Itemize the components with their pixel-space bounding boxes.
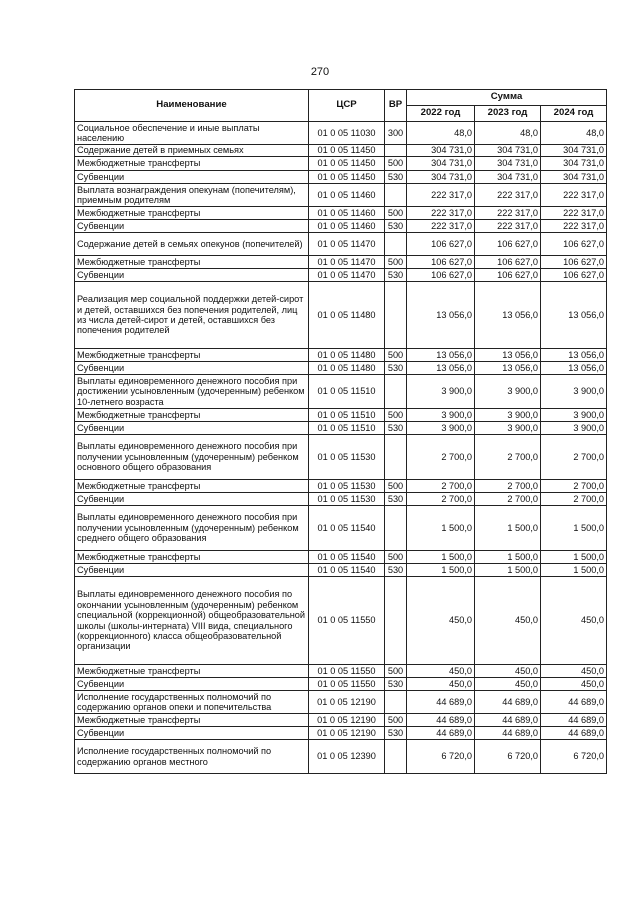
- row-name: Межбюджетные трансферты: [75, 207, 309, 220]
- row-name: Субвенции: [75, 727, 309, 740]
- header-year-2023: 2023 год: [475, 106, 541, 122]
- row-sum-2024: 1 500,0: [541, 506, 607, 551]
- row-csr: 01 0 05 12390: [309, 740, 385, 774]
- row-sum-2022: 222 317,0: [407, 184, 475, 207]
- row-sum-2023: 3 900,0: [475, 375, 541, 409]
- row-csr: 01 0 05 11460: [309, 207, 385, 220]
- row-name: Содержание детей в семьях опекунов (попечителей): [75, 233, 309, 256]
- row-sum-2024: 13 056,0: [541, 282, 607, 349]
- row-csr: 01 0 05 11530: [309, 493, 385, 506]
- row-sum-2024: 2 700,0: [541, 480, 607, 493]
- row-sum-2024: 450,0: [541, 678, 607, 691]
- row-csr: 01 0 05 12190: [309, 727, 385, 740]
- row-csr: 01 0 05 11450: [309, 171, 385, 184]
- header-name: Наименование: [75, 90, 309, 122]
- row-sum-2023: 304 731,0: [475, 157, 541, 171]
- row-sum-2024: 3 900,0: [541, 375, 607, 409]
- row-sum-2022: 304 731,0: [407, 171, 475, 184]
- row-sum-2024: 44 689,0: [541, 691, 607, 714]
- row-sum-2023: 44 689,0: [475, 727, 541, 740]
- row-name: Межбюджетные трансферты: [75, 714, 309, 727]
- row-sum-2023: 44 689,0: [475, 714, 541, 727]
- row-sum-2024: 304 731,0: [541, 157, 607, 171]
- row-sum-2022: 44 689,0: [407, 691, 475, 714]
- row-name: Субвенции: [75, 171, 309, 184]
- row-sum-2024: 13 056,0: [541, 362, 607, 375]
- row-name: Субвенции: [75, 422, 309, 435]
- row-vr: 530: [385, 171, 407, 184]
- table-row: [75, 256, 607, 269]
- row-sum-2023: 6 720,0: [475, 740, 541, 774]
- row-name: Социальное обеспечение и иные выплаты населению: [75, 122, 309, 145]
- row-name: Межбюджетные трансферты: [75, 349, 309, 362]
- table-row: [75, 349, 607, 362]
- row-vr: [385, 282, 407, 349]
- row-vr: 530: [385, 678, 407, 691]
- row-sum-2024: 304 731,0: [541, 171, 607, 184]
- row-name: Выплата вознаграждения опекунам (попечителям), приемным родителям: [75, 184, 309, 207]
- row-sum-2024: 3 900,0: [541, 409, 607, 422]
- row-sum-2024: 450,0: [541, 577, 607, 665]
- row-vr: 500: [385, 551, 407, 564]
- row-sum-2022: 106 627,0: [407, 256, 475, 269]
- header-sum: Сумма: [407, 90, 607, 106]
- row-name: Реализация мер социальной поддержки детей-сирот и детей, оставшихся без попечения родителей, лиц из числа детей-сирот и детей, оставшихся без попечения родителей: [75, 282, 309, 349]
- row-sum-2022: 304 731,0: [407, 145, 475, 157]
- table-row: [75, 551, 607, 564]
- table-row: [75, 422, 607, 435]
- row-sum-2023: 222 317,0: [475, 220, 541, 233]
- row-sum-2024: 2 700,0: [541, 493, 607, 506]
- row-sum-2023: 13 056,0: [475, 282, 541, 349]
- row-sum-2022: 2 700,0: [407, 493, 475, 506]
- row-sum-2024: 304 731,0: [541, 145, 607, 157]
- row-csr: 01 0 05 11460: [309, 184, 385, 207]
- header-year-2022: 2022 год: [407, 106, 475, 122]
- table-row: [75, 171, 607, 184]
- row-sum-2024: 44 689,0: [541, 714, 607, 727]
- row-sum-2022: 44 689,0: [407, 714, 475, 727]
- table-row: [75, 691, 607, 714]
- row-sum-2022: 450,0: [407, 678, 475, 691]
- row-csr: 01 0 05 11460: [309, 220, 385, 233]
- row-csr: 01 0 05 11540: [309, 506, 385, 551]
- row-sum-2022: 450,0: [407, 665, 475, 678]
- row-csr: 01 0 05 11480: [309, 362, 385, 375]
- row-sum-2023: 13 056,0: [475, 349, 541, 362]
- row-sum-2024: 222 317,0: [541, 207, 607, 220]
- row-sum-2024: 222 317,0: [541, 184, 607, 207]
- row-csr: 01 0 05 11470: [309, 269, 385, 282]
- table-row: [75, 207, 607, 220]
- row-sum-2022: 304 731,0: [407, 157, 475, 171]
- row-csr: 01 0 05 12190: [309, 714, 385, 727]
- table-row: [75, 506, 607, 551]
- row-csr: 01 0 05 11510: [309, 409, 385, 422]
- row-sum-2022: 222 317,0: [407, 207, 475, 220]
- row-sum-2023: 450,0: [475, 665, 541, 678]
- row-name: Межбюджетные трансферты: [75, 480, 309, 493]
- row-sum-2022: 222 317,0: [407, 220, 475, 233]
- row-vr: 500: [385, 207, 407, 220]
- row-vr: 500: [385, 714, 407, 727]
- table-row: [75, 375, 607, 409]
- row-sum-2024: 2 700,0: [541, 435, 607, 480]
- table-row: [75, 409, 607, 422]
- row-sum-2024: 13 056,0: [541, 349, 607, 362]
- row-sum-2023: 3 900,0: [475, 409, 541, 422]
- row-sum-2023: 3 900,0: [475, 422, 541, 435]
- table-row: [75, 233, 607, 256]
- row-sum-2024: 48,0: [541, 122, 607, 145]
- row-sum-2024: 106 627,0: [541, 269, 607, 282]
- table-row: [75, 493, 607, 506]
- row-csr: 01 0 05 11510: [309, 422, 385, 435]
- row-sum-2022: 1 500,0: [407, 506, 475, 551]
- row-csr: 01 0 05 11030: [309, 122, 385, 145]
- row-vr: [385, 184, 407, 207]
- row-sum-2023: 2 700,0: [475, 435, 541, 480]
- row-csr: 01 0 05 11450: [309, 145, 385, 157]
- row-sum-2022: 6 720,0: [407, 740, 475, 774]
- row-name: Исполнение государственных полномочий по содержанию органов опеки и попечительства: [75, 691, 309, 714]
- row-sum-2022: 13 056,0: [407, 362, 475, 375]
- row-sum-2023: 1 500,0: [475, 506, 541, 551]
- row-sum-2024: 6 720,0: [541, 740, 607, 774]
- row-name: Межбюджетные трансферты: [75, 409, 309, 422]
- row-vr: 530: [385, 727, 407, 740]
- row-sum-2022: 106 627,0: [407, 269, 475, 282]
- row-vr: [385, 506, 407, 551]
- table-row: [75, 577, 607, 665]
- row-sum-2023: 106 627,0: [475, 256, 541, 269]
- row-name: Межбюджетные трансферты: [75, 157, 309, 171]
- row-sum-2022: 48,0: [407, 122, 475, 145]
- table-row: [75, 184, 607, 207]
- row-sum-2024: 3 900,0: [541, 422, 607, 435]
- row-csr: 01 0 05 11470: [309, 256, 385, 269]
- table-row: [75, 157, 607, 171]
- row-sum-2023: 13 056,0: [475, 362, 541, 375]
- row-sum-2023: 222 317,0: [475, 207, 541, 220]
- table-row: [75, 145, 607, 157]
- row-sum-2023: 222 317,0: [475, 184, 541, 207]
- row-sum-2022: 3 900,0: [407, 409, 475, 422]
- table-body: [75, 122, 607, 774]
- table-row: [75, 362, 607, 375]
- row-name: Субвенции: [75, 564, 309, 577]
- row-sum-2023: 304 731,0: [475, 171, 541, 184]
- row-vr: [385, 145, 407, 157]
- budget-table: [74, 89, 607, 774]
- table-header-row: [75, 90, 607, 106]
- row-sum-2023: 106 627,0: [475, 269, 541, 282]
- row-name: Субвенции: [75, 493, 309, 506]
- row-csr: 01 0 05 11480: [309, 282, 385, 349]
- row-sum-2024: 1 500,0: [541, 564, 607, 577]
- table-row: [75, 714, 607, 727]
- row-sum-2023: 48,0: [475, 122, 541, 145]
- row-sum-2023: 1 500,0: [475, 564, 541, 577]
- row-vr: [385, 577, 407, 665]
- row-csr: 01 0 05 12190: [309, 691, 385, 714]
- row-vr: 500: [385, 349, 407, 362]
- row-csr: 01 0 05 11470: [309, 233, 385, 256]
- table-row: [75, 678, 607, 691]
- row-name: Межбюджетные трансферты: [75, 256, 309, 269]
- row-csr: 01 0 05 11540: [309, 564, 385, 577]
- row-sum-2022: 13 056,0: [407, 349, 475, 362]
- row-csr: 01 0 05 11550: [309, 678, 385, 691]
- row-name: Субвенции: [75, 678, 309, 691]
- table-row: [75, 122, 607, 145]
- row-vr: [385, 740, 407, 774]
- row-vr: [385, 233, 407, 256]
- table-row: [75, 740, 607, 774]
- row-vr: 300: [385, 122, 407, 145]
- header-csr: ЦСР: [309, 90, 385, 122]
- row-sum-2023: 2 700,0: [475, 480, 541, 493]
- row-name: Исполнение государственных полномочий по содержанию органов местного: [75, 740, 309, 774]
- table-row: [75, 282, 607, 349]
- row-sum-2024: 1 500,0: [541, 551, 607, 564]
- row-sum-2022: 1 500,0: [407, 551, 475, 564]
- row-sum-2023: 44 689,0: [475, 691, 541, 714]
- row-vr: 530: [385, 362, 407, 375]
- row-sum-2023: 304 731,0: [475, 145, 541, 157]
- row-csr: 01 0 05 11530: [309, 435, 385, 480]
- header-vr: ВР: [385, 90, 407, 122]
- row-sum-2022: 106 627,0: [407, 233, 475, 256]
- row-csr: 01 0 05 11480: [309, 349, 385, 362]
- row-name: Выплаты единовременного денежного пособия при получении усыновленным (удочеренным) ребенком основного общего образования: [75, 435, 309, 480]
- row-vr: 500: [385, 665, 407, 678]
- row-vr: 500: [385, 157, 407, 171]
- row-csr: 01 0 05 11550: [309, 665, 385, 678]
- row-sum-2024: 106 627,0: [541, 233, 607, 256]
- row-sum-2023: 450,0: [475, 577, 541, 665]
- row-name: Выплаты единовременного денежного пособия при получении усыновленным (удочеренным) ребенком среднего общего образования: [75, 506, 309, 551]
- row-name: Содержание детей в приемных семьях: [75, 145, 309, 157]
- row-vr: 500: [385, 409, 407, 422]
- row-vr: 530: [385, 493, 407, 506]
- row-sum-2022: 450,0: [407, 577, 475, 665]
- row-name: Межбюджетные трансферты: [75, 665, 309, 678]
- row-csr: 01 0 05 11450: [309, 157, 385, 171]
- table-row: [75, 480, 607, 493]
- header-year-2024: 2024 год: [541, 106, 607, 122]
- row-sum-2023: 450,0: [475, 678, 541, 691]
- row-sum-2023: 1 500,0: [475, 551, 541, 564]
- row-vr: 530: [385, 564, 407, 577]
- row-csr: 01 0 05 11510: [309, 375, 385, 409]
- table-row: [75, 435, 607, 480]
- row-vr: [385, 435, 407, 480]
- row-sum-2023: 2 700,0: [475, 493, 541, 506]
- row-name: Выплаты единовременного денежного пособия при достижении усыновленным (удочеренным) ребенком 10-летнего возраста: [75, 375, 309, 409]
- row-name: Межбюджетные трансферты: [75, 551, 309, 564]
- row-vr: 530: [385, 422, 407, 435]
- row-vr: [385, 691, 407, 714]
- row-vr: [385, 375, 407, 409]
- row-sum-2024: 44 689,0: [541, 727, 607, 740]
- table-row: [75, 665, 607, 678]
- row-vr: 500: [385, 480, 407, 493]
- row-name: Выплаты единовременного денежного пособия по окончании усыновленным (удочеренным) ребенком специальной (коррекционной) общеобразовательной школы (школы-интерната) VIII вида, специального (коррекционного) класса общеобразовательной организации: [75, 577, 309, 665]
- row-vr: 500: [385, 256, 407, 269]
- table-row: [75, 564, 607, 577]
- page-number: 270: [310, 66, 330, 78]
- table-row: [75, 727, 607, 740]
- table-row: [75, 269, 607, 282]
- row-sum-2022: 44 689,0: [407, 727, 475, 740]
- row-sum-2023: 106 627,0: [475, 233, 541, 256]
- table-row: [75, 220, 607, 233]
- row-sum-2022: 3 900,0: [407, 422, 475, 435]
- row-sum-2024: 106 627,0: [541, 256, 607, 269]
- row-csr: 01 0 05 11530: [309, 480, 385, 493]
- row-name: Субвенции: [75, 362, 309, 375]
- row-sum-2024: 222 317,0: [541, 220, 607, 233]
- row-sum-2022: 3 900,0: [407, 375, 475, 409]
- row-vr: 530: [385, 220, 407, 233]
- row-csr: 01 0 05 11550: [309, 577, 385, 665]
- row-name: Субвенции: [75, 269, 309, 282]
- row-sum-2022: 1 500,0: [407, 564, 475, 577]
- row-sum-2022: 2 700,0: [407, 435, 475, 480]
- row-csr: 01 0 05 11540: [309, 551, 385, 564]
- row-name: Субвенции: [75, 220, 309, 233]
- row-sum-2022: 13 056,0: [407, 282, 475, 349]
- row-vr: 530: [385, 269, 407, 282]
- row-sum-2022: 2 700,0: [407, 480, 475, 493]
- row-sum-2024: 450,0: [541, 665, 607, 678]
